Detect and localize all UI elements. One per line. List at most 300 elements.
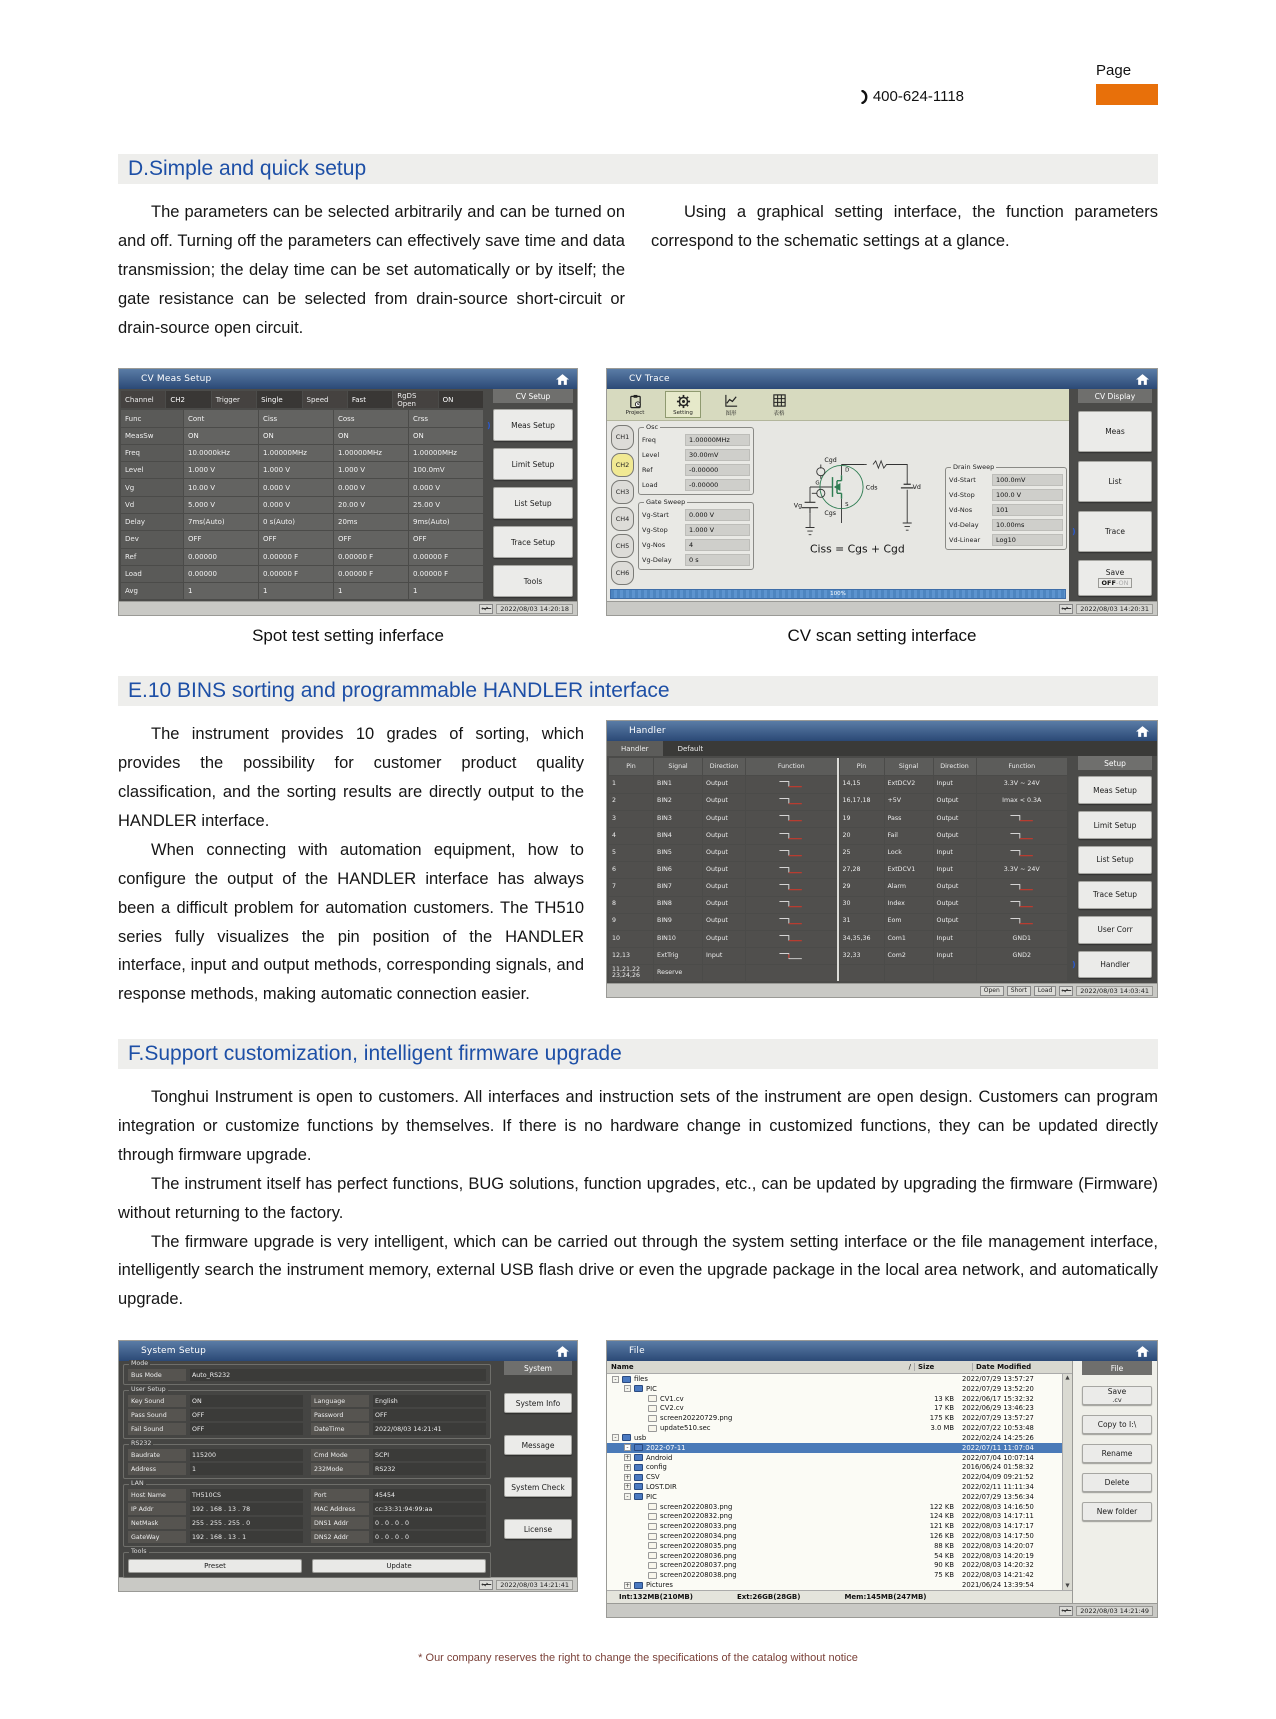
field-value[interactable]: 100.0 V bbox=[992, 489, 1063, 501]
file-statusbar bbox=[607, 1603, 1157, 1617]
sidebar-header: Setup bbox=[1078, 756, 1152, 770]
caption-cv-scan: CV scan setting interface bbox=[787, 626, 977, 646]
direction-cell: Input bbox=[934, 845, 976, 861]
setting-label: DateTime bbox=[311, 1423, 369, 1435]
pulse-output-icon bbox=[1009, 849, 1035, 858]
page-number-box bbox=[1096, 84, 1158, 105]
direction-cell: Input bbox=[934, 862, 976, 878]
channel-button[interactable] bbox=[611, 561, 634, 585]
cell-crss[interactable]: 1.00000MHz bbox=[409, 445, 483, 461]
tree-expander[interactable]: - bbox=[612, 1434, 619, 1441]
setting-value[interactable]: OFF bbox=[190, 1423, 303, 1435]
file-row[interactable] bbox=[607, 1580, 1062, 1590]
cell-ciss[interactable]: ON bbox=[259, 428, 333, 444]
field-value[interactable]: 30.00mV bbox=[685, 449, 750, 461]
col-direction: Direction bbox=[934, 758, 976, 775]
col-name[interactable]: Name bbox=[611, 1363, 634, 1372]
folder-or-file-icon bbox=[648, 1542, 657, 1549]
active-chevron-icon: ) bbox=[1072, 959, 1076, 969]
field-row bbox=[642, 479, 750, 491]
cell-crss[interactable]: 9ms(Auto) bbox=[409, 514, 483, 530]
setting-value[interactable]: ON bbox=[190, 1395, 303, 1407]
sidebar-button[interactable] bbox=[493, 526, 573, 558]
setting-value[interactable]: 0 . 0 . 0 . 0 bbox=[373, 1517, 486, 1529]
sidebar-button[interactable] bbox=[487, 409, 573, 441]
pulse-output-icon bbox=[778, 797, 804, 806]
usb-icon bbox=[1059, 1606, 1073, 1616]
setting-row bbox=[128, 1449, 303, 1461]
home-icon[interactable] bbox=[556, 374, 569, 385]
file-date: 2022/07/29 13:57:27 bbox=[962, 1414, 1034, 1423]
file-row[interactable] bbox=[607, 1551, 1062, 1561]
file-row[interactable] bbox=[607, 1374, 1062, 1384]
file-name: Android bbox=[646, 1453, 673, 1462]
field-row bbox=[949, 504, 1063, 516]
setting-label: NetMask bbox=[128, 1517, 186, 1529]
cell-coss[interactable]: ON bbox=[334, 428, 408, 444]
cell-coss[interactable]: 0.000 V bbox=[334, 479, 408, 495]
field-value[interactable]: -0.00000 bbox=[685, 479, 750, 491]
cell-crss[interactable]: Crss bbox=[409, 410, 483, 426]
cell-coss[interactable]: 1 bbox=[334, 583, 408, 599]
table-tool-button[interactable] bbox=[761, 391, 797, 418]
cell-cont[interactable]: 0.00000 bbox=[184, 566, 258, 582]
channel-label: CH6 bbox=[615, 569, 630, 578]
signal-cell: ExtTrig bbox=[654, 948, 702, 964]
param-pair[interactable] bbox=[303, 391, 393, 408]
tree-expander[interactable]: - bbox=[612, 1376, 619, 1383]
field-value[interactable]: -0.00000 bbox=[685, 464, 750, 476]
direction-cell: Output bbox=[703, 794, 745, 810]
load-button[interactable]: Load bbox=[1034, 986, 1056, 996]
mosfet-schematic bbox=[756, 423, 945, 587]
sidebar-button[interactable] bbox=[1078, 881, 1152, 909]
col-size[interactable]: Size bbox=[914, 1363, 972, 1371]
cell-ciss[interactable]: 0.00000 F bbox=[259, 549, 333, 565]
file-row[interactable] bbox=[607, 1482, 1062, 1492]
cell-coss[interactable]: 20.00 V bbox=[334, 497, 408, 513]
sidebar-button[interactable] bbox=[1082, 1444, 1152, 1463]
cell-cont[interactable]: 1 bbox=[184, 583, 258, 599]
tab-default[interactable]: Default bbox=[677, 744, 704, 753]
clock: 2022/08/03 14:21:41 bbox=[496, 1580, 573, 1590]
scroll-up-arrow[interactable]: ▲ bbox=[1065, 1375, 1070, 1382]
sidebar-button[interactable] bbox=[504, 1519, 572, 1539]
col-signal: Signal bbox=[885, 758, 933, 775]
channel-button[interactable] bbox=[611, 507, 634, 531]
home-icon[interactable] bbox=[1136, 726, 1149, 737]
sidebar-button[interactable] bbox=[1078, 776, 1152, 804]
channel-button[interactable] bbox=[611, 453, 634, 477]
param-key: RgDS Open bbox=[393, 391, 437, 408]
cell-cont[interactable]: Cont bbox=[184, 410, 258, 426]
setting-value[interactable]: English bbox=[373, 1395, 486, 1407]
row-label: Load bbox=[121, 566, 183, 582]
cell-cont[interactable]: ON bbox=[184, 428, 258, 444]
cell-crss[interactable]: ON bbox=[409, 428, 483, 444]
window-title: File bbox=[629, 1346, 645, 1357]
tree-expander[interactable]: - bbox=[624, 1493, 631, 1500]
home-icon[interactable] bbox=[556, 1346, 569, 1357]
sidebar-button[interactable] bbox=[1072, 511, 1152, 552]
file-name: CV2.cv bbox=[660, 1404, 684, 1413]
cell-coss[interactable]: 20ms bbox=[334, 514, 408, 530]
setting-label: Fail Sound bbox=[128, 1423, 186, 1435]
signal-cell: Alarm bbox=[885, 879, 933, 895]
field-row bbox=[642, 539, 750, 551]
setting-value[interactable]: 0 . 0 . 0 . 0 bbox=[373, 1531, 486, 1543]
file-size: 88 KB bbox=[934, 1541, 954, 1550]
pin-cell: 31 bbox=[840, 914, 884, 930]
file-name: CV1.cv bbox=[660, 1394, 684, 1403]
folder-or-file-icon bbox=[648, 1523, 657, 1530]
sidebar-button-sublabel: .cv bbox=[1112, 1396, 1122, 1405]
setting-value[interactable]: 45454 bbox=[373, 1489, 486, 1501]
sidebar-button[interactable] bbox=[1078, 811, 1152, 839]
sidebar-button[interactable] bbox=[504, 1435, 572, 1455]
file-titlebar bbox=[607, 1341, 1157, 1361]
row-label: Vg bbox=[121, 479, 183, 495]
file-date: 2022/04/09 09:21:52 bbox=[962, 1473, 1034, 1482]
setting-value[interactable]: 1 bbox=[190, 1463, 303, 1475]
setting-row bbox=[128, 1503, 303, 1515]
row-label: Func bbox=[121, 410, 183, 426]
pin-cell: 7 bbox=[609, 879, 653, 895]
cell-coss[interactable]: 1.00000MHz bbox=[334, 445, 408, 461]
pin-cell: 8 bbox=[609, 897, 653, 913]
setting-row bbox=[311, 1449, 486, 1461]
setting-row bbox=[128, 1395, 303, 1407]
file-row[interactable] bbox=[607, 1531, 1062, 1541]
sidebar-button[interactable] bbox=[1082, 1502, 1152, 1521]
sidebar-button[interactable] bbox=[1082, 1473, 1152, 1492]
direction-cell: Input bbox=[934, 948, 976, 964]
setting-value[interactable]: 115200 bbox=[190, 1449, 303, 1461]
cell-crss[interactable]: OFF bbox=[409, 531, 483, 547]
sidebar-button[interactable] bbox=[1078, 846, 1152, 874]
cell-crss[interactable]: 0.00000 F bbox=[409, 566, 483, 582]
home-icon[interactable] bbox=[1136, 1346, 1149, 1357]
param-value[interactable]: ON bbox=[439, 391, 483, 408]
setting-value[interactable]: 192 . 168 . 13 . 78 bbox=[190, 1503, 303, 1515]
pin-cell: 6 bbox=[609, 862, 653, 878]
file-row[interactable] bbox=[607, 1502, 1062, 1512]
file-name: screen20220803.png bbox=[660, 1502, 733, 1511]
tree-expander[interactable]: + bbox=[625, 1581, 631, 1589]
scroll-down-arrow[interactable]: ▼ bbox=[1065, 1583, 1070, 1590]
cell-ciss[interactable]: Ciss bbox=[259, 410, 333, 426]
setting-value[interactable]: SCPI bbox=[373, 1449, 486, 1461]
cell-coss[interactable]: Coss bbox=[334, 410, 408, 426]
cell-ciss[interactable]: 1.00000MHz bbox=[259, 445, 333, 461]
direction-cell: Output bbox=[703, 845, 745, 861]
row-label: MeasSw bbox=[121, 428, 183, 444]
setting-row bbox=[311, 1503, 486, 1515]
pin-cell: 34,35,36 bbox=[840, 931, 884, 947]
handler-row bbox=[609, 862, 837, 878]
pulse-output-icon bbox=[778, 832, 804, 841]
row-label: Freq bbox=[121, 445, 183, 461]
field-value[interactable]: 0 s bbox=[685, 554, 750, 566]
file-date: 2022/07/29 13:52:20 bbox=[962, 1384, 1034, 1393]
file-row[interactable] bbox=[607, 1462, 1062, 1472]
setting-value[interactable]: TH510CS bbox=[190, 1489, 303, 1501]
col-signal: Signal bbox=[654, 758, 702, 775]
col-pin: Pin bbox=[840, 758, 884, 775]
sidebar-button[interactable] bbox=[504, 1393, 572, 1413]
clock: 2022/08/03 14:03:41 bbox=[1076, 986, 1153, 996]
param-pair[interactable] bbox=[121, 391, 211, 408]
save-off-on-toggle[interactable]: OFF-ON bbox=[1098, 578, 1133, 588]
function-cell bbox=[746, 845, 837, 861]
field-row bbox=[949, 489, 1063, 501]
cell-coss[interactable]: 1.000 V bbox=[334, 462, 408, 478]
file-row[interactable] bbox=[607, 1512, 1062, 1522]
window-title: CV Trace bbox=[629, 374, 670, 385]
setting-row bbox=[128, 1409, 303, 1421]
project-tool-button[interactable] bbox=[617, 391, 653, 418]
setting-value[interactable]: OFF bbox=[373, 1409, 486, 1421]
pulse-output-icon bbox=[778, 866, 804, 875]
pulse-output-icon bbox=[1009, 917, 1035, 926]
setting-label: IP Addr bbox=[128, 1503, 186, 1515]
setting-value[interactable]: RS232 bbox=[373, 1463, 486, 1475]
file-size: 124 KB bbox=[929, 1512, 954, 1521]
open-button[interactable]: Open bbox=[980, 986, 1004, 996]
page-indicator bbox=[1096, 62, 1158, 105]
section-e-paragraph-2: When connecting with automation equipment, how to configure the output of the HANDLER interface has always been a difficult problem for automation customers. The TH510 series fully visualizes the pin position of the HANDLER interface, input and output methods, corresponding signals, and response methods, making automatic connection easier. bbox=[118, 840, 584, 1004]
handler-tabs bbox=[607, 741, 1157, 756]
tree-expander[interactable]: + bbox=[625, 1454, 631, 1462]
handler-left-table bbox=[609, 776, 837, 981]
section-d-title: D.Simple and quick setup bbox=[118, 154, 1158, 184]
file-list-header[interactable] bbox=[607, 1361, 1072, 1374]
cell-coss[interactable]: OFF bbox=[334, 531, 408, 547]
graph-tool-button[interactable] bbox=[713, 391, 749, 418]
cell-cont[interactable]: 1.000 V bbox=[184, 462, 258, 478]
file-row[interactable] bbox=[607, 1570, 1062, 1580]
preset-button[interactable]: Preset bbox=[128, 1559, 302, 1573]
scrollbar[interactable] bbox=[1062, 1374, 1072, 1590]
file-row[interactable] bbox=[607, 1423, 1062, 1433]
field-label: Vd-Linear bbox=[949, 536, 981, 545]
folder-or-file-icon bbox=[634, 1385, 643, 1392]
tab-handler[interactable]: Handler bbox=[607, 741, 663, 756]
pin-cell: 30 bbox=[840, 897, 884, 913]
cell-cont[interactable]: 10.00 V bbox=[184, 479, 258, 495]
cell-crss[interactable]: 0.00000 F bbox=[409, 549, 483, 565]
field-row bbox=[949, 474, 1063, 486]
field-value[interactable]: 4 bbox=[685, 539, 750, 551]
param-value[interactable]: CH2 bbox=[166, 391, 210, 408]
cell-coss[interactable]: 0.00000 F bbox=[334, 566, 408, 582]
save-button[interactable] bbox=[1078, 560, 1152, 596]
home-icon[interactable] bbox=[1136, 374, 1149, 385]
sidebar-button[interactable] bbox=[504, 1477, 572, 1497]
setting-value[interactable]: 192 . 168 . 13 . 1 bbox=[190, 1531, 303, 1543]
file-row[interactable] bbox=[607, 1384, 1062, 1394]
sidebar-button-label: System Check bbox=[511, 1482, 565, 1492]
setting-value[interactable]: 255 . 255 . 255 . 0 bbox=[190, 1517, 303, 1529]
table-row bbox=[121, 479, 483, 495]
file-date: 2022/08/03 14:17:50 bbox=[962, 1532, 1034, 1541]
tools-group bbox=[123, 1548, 491, 1578]
tree-expander[interactable]: + bbox=[625, 1483, 631, 1491]
group-title: RS232 bbox=[131, 1440, 152, 1448]
file-name: Pictures bbox=[646, 1581, 673, 1590]
sidebar-button[interactable] bbox=[1078, 916, 1152, 944]
param-key: Channel bbox=[121, 391, 165, 408]
sidebar-button[interactable] bbox=[1078, 461, 1152, 502]
direction-cell: Input bbox=[934, 776, 976, 792]
tree-expander[interactable]: + bbox=[625, 1463, 631, 1471]
file-row[interactable] bbox=[607, 1492, 1062, 1502]
channel-column bbox=[609, 423, 636, 587]
sidebar-button-label: User Corr bbox=[1097, 925, 1133, 935]
channel-label: CH1 bbox=[615, 433, 630, 442]
svg-text:D: D bbox=[845, 468, 850, 475]
file-row[interactable] bbox=[607, 1561, 1062, 1571]
handler-row bbox=[609, 914, 837, 930]
field-value[interactable]: 1.00000MHz bbox=[685, 434, 750, 446]
file-row[interactable] bbox=[607, 1521, 1062, 1531]
setting-value[interactable]: 2022/08/03 14:21:41 bbox=[373, 1423, 486, 1435]
field-row bbox=[642, 464, 750, 476]
cell-ciss[interactable]: 0.00000 F bbox=[259, 566, 333, 582]
file-date: 2022/07/04 10:07:14 bbox=[962, 1453, 1034, 1462]
sidebar-button[interactable] bbox=[1072, 951, 1152, 979]
gear-icon bbox=[676, 394, 691, 409]
channel-button[interactable] bbox=[611, 534, 634, 558]
cell-ciss[interactable]: 0.000 V bbox=[259, 479, 333, 495]
file-name: update510.sec bbox=[660, 1424, 711, 1433]
field-value[interactable]: 10.00ms bbox=[992, 519, 1063, 531]
sidebar-button[interactable] bbox=[493, 448, 573, 480]
field-row bbox=[642, 554, 750, 566]
param-pair[interactable] bbox=[393, 391, 483, 408]
setting-row bbox=[311, 1409, 486, 1421]
sidebar-button[interactable] bbox=[1082, 1415, 1152, 1434]
direction-cell: Output bbox=[934, 914, 976, 930]
file-size: 122 KB bbox=[929, 1502, 954, 1511]
handler-titlebar bbox=[607, 721, 1157, 741]
setting-tool-button[interactable] bbox=[665, 391, 701, 418]
field-value[interactable]: 100.0mV bbox=[992, 474, 1063, 486]
setting-value[interactable]: Auto_RS232 bbox=[190, 1369, 486, 1381]
field-label: Freq bbox=[642, 436, 656, 445]
function-cell bbox=[977, 845, 1068, 861]
system-setup-titlebar bbox=[119, 1341, 577, 1361]
file-row[interactable] bbox=[607, 1472, 1062, 1482]
sidebar-button[interactable] bbox=[493, 565, 573, 597]
file-date: 2022/08/03 14:17:17 bbox=[962, 1522, 1034, 1531]
tree-expander[interactable]: - bbox=[624, 1385, 631, 1392]
field-value[interactable]: 1.000 V bbox=[685, 524, 750, 536]
usb-icon bbox=[479, 604, 493, 614]
channel-label: CH2 bbox=[615, 460, 630, 469]
cv-trace-titlebar bbox=[607, 369, 1157, 389]
setting-label: Bus Mode bbox=[128, 1369, 186, 1381]
cell-crss[interactable]: 0.000 V bbox=[409, 479, 483, 495]
update-button[interactable]: Update bbox=[312, 1559, 486, 1573]
signal-cell: BIN1 bbox=[654, 776, 702, 792]
field-value[interactable]: Log10 bbox=[992, 534, 1063, 546]
setting-row bbox=[311, 1489, 486, 1501]
row-label: Dev bbox=[121, 531, 183, 547]
handler-row bbox=[609, 948, 837, 964]
function-cell: GND2 bbox=[977, 948, 1068, 964]
param-value[interactable]: Fast bbox=[348, 391, 392, 408]
handler-header-row bbox=[840, 758, 1068, 775]
cell-ciss[interactable]: 1 bbox=[259, 583, 333, 599]
setting-label: Host Name bbox=[128, 1489, 186, 1501]
col-date-modified[interactable]: Date Modified bbox=[972, 1363, 1072, 1371]
channel-button[interactable] bbox=[611, 425, 634, 449]
param-value[interactable]: Single bbox=[257, 391, 301, 408]
file-row[interactable] bbox=[607, 1443, 1062, 1453]
cv-meas-table bbox=[121, 410, 483, 599]
field-value[interactable]: 0.000 V bbox=[685, 509, 750, 521]
sidebar-button-label: System Info bbox=[515, 1398, 561, 1408]
folder-or-file-icon bbox=[634, 1464, 643, 1471]
file-row[interactable] bbox=[607, 1404, 1062, 1414]
field-row bbox=[642, 449, 750, 461]
folder-or-file-icon bbox=[648, 1562, 657, 1569]
file-row[interactable] bbox=[607, 1453, 1062, 1463]
cell-ciss[interactable]: 1.000 V bbox=[259, 462, 333, 478]
file-row[interactable] bbox=[607, 1394, 1062, 1404]
cell-crss[interactable]: 25.00 V bbox=[409, 497, 483, 513]
sidebar-button-label: Trace Setup bbox=[510, 537, 556, 547]
tree-expander[interactable]: + bbox=[625, 1473, 631, 1481]
cell-ciss[interactable]: 0 s(Auto) bbox=[259, 514, 333, 530]
cell-cont[interactable]: OFF bbox=[184, 531, 258, 547]
file-size: 126 KB bbox=[929, 1532, 954, 1541]
sidebar-button[interactable] bbox=[1078, 411, 1152, 452]
cell-ciss[interactable]: 0.000 V bbox=[259, 497, 333, 513]
sidebar-button[interactable] bbox=[493, 487, 573, 519]
tree-expander[interactable]: - bbox=[624, 1444, 631, 1451]
setting-label: Password bbox=[311, 1409, 369, 1421]
cell-cont[interactable]: 7ms(Auto) bbox=[184, 514, 258, 530]
file-name: screen202208033.png bbox=[660, 1522, 737, 1531]
cell-cont[interactable]: 10.0000kHz bbox=[184, 445, 258, 461]
field-value[interactable]: 101 bbox=[992, 504, 1063, 516]
file-row[interactable] bbox=[607, 1541, 1062, 1551]
cell-coss[interactable]: 0.00000 F bbox=[334, 549, 408, 565]
signal-cell: BIN8 bbox=[654, 897, 702, 913]
section-f-paragraph-1: Tonghui Instrument is open to customers. All interfaces and instruction sets of the instrument are open design. Customers can program integration or customize functions by themselves. If there is no hardware change in customized functions, they can be updated directly through firmware upgrade. bbox=[118, 1088, 1158, 1164]
file-row[interactable] bbox=[607, 1413, 1062, 1423]
file-size: 54 KB bbox=[934, 1551, 954, 1560]
setting-value[interactable]: OFF bbox=[190, 1409, 303, 1421]
cell-ciss[interactable]: OFF bbox=[259, 531, 333, 547]
folder-or-file-icon bbox=[648, 1533, 657, 1540]
param-pair[interactable] bbox=[212, 391, 302, 408]
cell-cont[interactable]: 0.00000 bbox=[184, 549, 258, 565]
cell-crss[interactable]: 100.0mV bbox=[409, 462, 483, 478]
cell-crss[interactable]: 1 bbox=[409, 583, 483, 599]
cell-cont[interactable]: 5.000 V bbox=[184, 497, 258, 513]
setting-value[interactable]: cc:33:31:94:99:aa bbox=[373, 1503, 486, 1515]
function-cell bbox=[746, 931, 837, 947]
function-cell: 3.3V ~ 24V bbox=[977, 776, 1068, 792]
signal-cell: BIN7 bbox=[654, 879, 702, 895]
short-button[interactable]: Short bbox=[1007, 986, 1031, 996]
channel-button[interactable] bbox=[611, 480, 634, 504]
file-row[interactable] bbox=[607, 1433, 1062, 1443]
sidebar-button[interactable] bbox=[1082, 1386, 1152, 1405]
